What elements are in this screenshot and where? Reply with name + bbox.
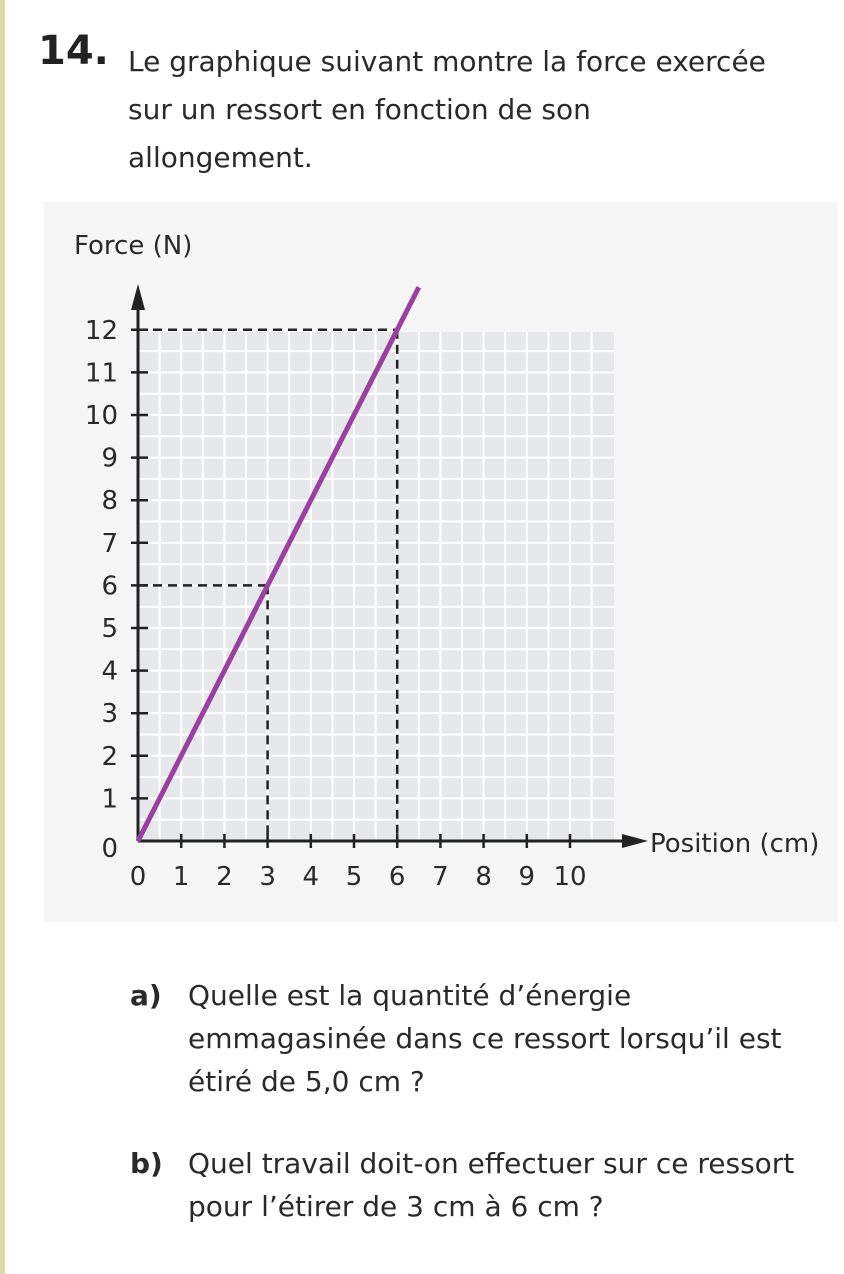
y-tick-label: 8: [101, 486, 118, 517]
y-tick-label: 0: [101, 834, 118, 864]
question-b-letter: b): [130, 1147, 163, 1180]
y-tick-label: 5: [101, 614, 118, 644]
x-tick-label: 7: [432, 862, 449, 892]
x-tick-label: 2: [216, 862, 233, 892]
force-position-chart: [44, 202, 838, 922]
x-tick-label: 6: [388, 862, 406, 892]
y-tick-label: 3: [101, 699, 118, 730]
y-axis-arrow: [131, 284, 145, 310]
y-tick-label: 9: [101, 443, 118, 474]
question-a-text: Quelle est la quantité d’énergie emmagasinée dans ce ressort lorsqu’il est étiré de 5,0 cm ?: [188, 979, 782, 1098]
x-tick-label: 9: [518, 862, 536, 892]
y-tick-label: 4: [101, 656, 118, 687]
y-tick-label: 7: [101, 528, 118, 559]
x-tick-label: 10: [553, 862, 587, 892]
x-tick-label: 0: [129, 862, 147, 892]
page-margin-rule: [0, 0, 5, 1274]
y-tick-label: 2: [101, 741, 118, 772]
question-b: [130, 1142, 830, 1242]
exercise-number: 14.: [38, 28, 109, 74]
y-axis-label: Force (N): [74, 231, 193, 261]
chart-grid: [138, 332, 614, 841]
x-tick-label: 8: [475, 862, 492, 892]
y-tick-label: 10: [84, 401, 118, 431]
x-axis-arrow: [622, 834, 648, 848]
y-tick-label: 1: [101, 784, 118, 815]
y-tick-label: 6: [101, 571, 118, 602]
x-tick-label: 1: [172, 862, 190, 892]
exercise-intro: Le graphique suivant montre la force exercée sur un ressort en fonction de son allongement.: [128, 45, 766, 174]
y-tick-label: 11: [84, 358, 118, 389]
x-tick-label: 4: [302, 862, 320, 892]
question-a-letter: a): [130, 979, 162, 1012]
y-tick-label: 12: [84, 315, 118, 346]
x-tick-label: 3: [259, 862, 276, 892]
chart-panel: [44, 202, 838, 922]
question-a: [130, 974, 830, 1114]
x-tick-label: 5: [345, 862, 363, 892]
x-axis-label: Position (cm): [650, 829, 820, 859]
question-b-text: Quel travail doit-on effectuer sur ce ressort pour l’étirer de 3 cm à 6 cm ?: [188, 1147, 795, 1223]
